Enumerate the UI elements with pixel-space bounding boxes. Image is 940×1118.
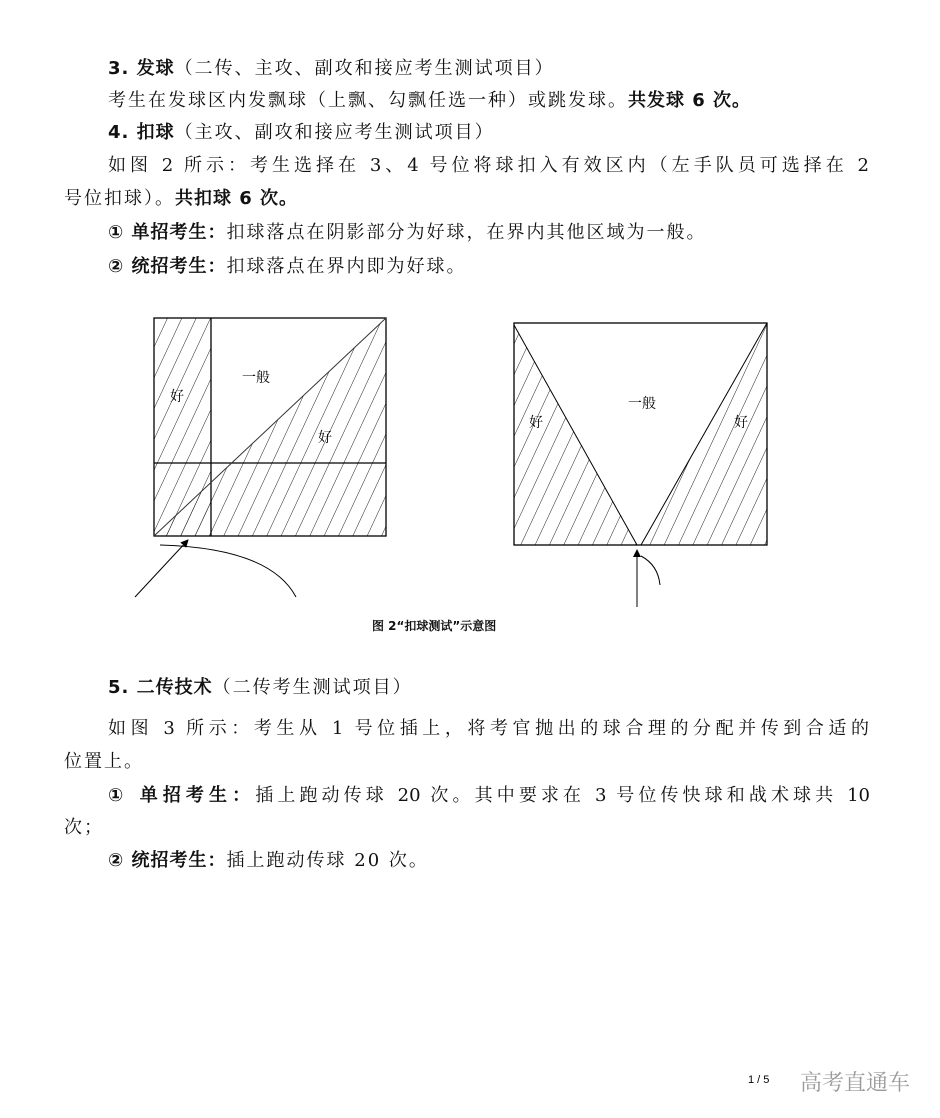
section5-body-line1: 如图 3 所示：考生从 1 号位插上，将考官抛出的球合理的分配并传到合适的 bbox=[108, 718, 870, 739]
label-good: 好 bbox=[318, 430, 332, 446]
section3-count: 共发球 6 次。 bbox=[628, 90, 752, 111]
section4-note: （主攻、副攻和接应考生测试项目） bbox=[174, 122, 495, 143]
approach-arc bbox=[160, 545, 296, 597]
label-good: 好 bbox=[734, 415, 748, 431]
label-good: 好 bbox=[529, 415, 543, 431]
section5-note: （二传考生测试项目） bbox=[212, 677, 413, 698]
item-text: 插上跑动传球 20 次。其中要求在 3 号位传快球和战术球共 10 bbox=[255, 785, 870, 806]
section5-body-line2: 位置上。 bbox=[64, 751, 144, 772]
section5-title: 5. 二传技术 bbox=[108, 677, 213, 698]
item-text-continued: 次； bbox=[64, 817, 104, 838]
section4-body-line1: 如图 2 所示：考生选择在 3、4 号位将球扣入有效区内（左手队员可选择在 2 bbox=[108, 155, 870, 176]
item-text: 扣球落点在阴影部分为好球，在界内其他区域为一般。 bbox=[226, 222, 707, 243]
figure-caption: 图 2“扣球测试”示意图 bbox=[372, 619, 497, 633]
item-label: ① 单招考生： bbox=[108, 785, 256, 806]
section4-text: 号位扣球）。 bbox=[64, 188, 175, 209]
right-court bbox=[514, 323, 767, 607]
section3-title: 3. 发球 bbox=[108, 58, 175, 79]
section4-title: 4. 扣球 bbox=[108, 122, 175, 143]
label-normal: 一般 bbox=[628, 396, 656, 412]
page-number: 1 / 5 bbox=[748, 1074, 770, 1086]
item-text: 插上跑动传球 20 次。 bbox=[226, 850, 429, 871]
section4-count: 共扣球 6 次。 bbox=[175, 188, 299, 209]
watermark: 高考直通车 bbox=[800, 1071, 911, 1096]
section3-text: 考生在发球区内发飘球（上飘、勾飘任选一种）或跳发球。 bbox=[108, 90, 628, 111]
label-good: 好 bbox=[170, 389, 184, 405]
item-label: ② 统招考生： bbox=[108, 850, 227, 871]
attack-arrow bbox=[135, 540, 188, 597]
label-normal: 一般 bbox=[242, 370, 270, 386]
left-court bbox=[135, 318, 386, 597]
section5-item1 bbox=[108, 785, 870, 807]
section5-heading bbox=[108, 677, 413, 699]
item-label: ② 统招考生： bbox=[108, 256, 227, 277]
item-label: ① 单招考生： bbox=[108, 222, 227, 243]
item-text: 扣球落点在界内即为好球。 bbox=[226, 256, 467, 277]
approach-arc bbox=[641, 556, 660, 585]
section5-item2 bbox=[108, 850, 429, 872]
section3-note: （二传、主攻、副攻和接应考生测试项目） bbox=[174, 58, 555, 79]
